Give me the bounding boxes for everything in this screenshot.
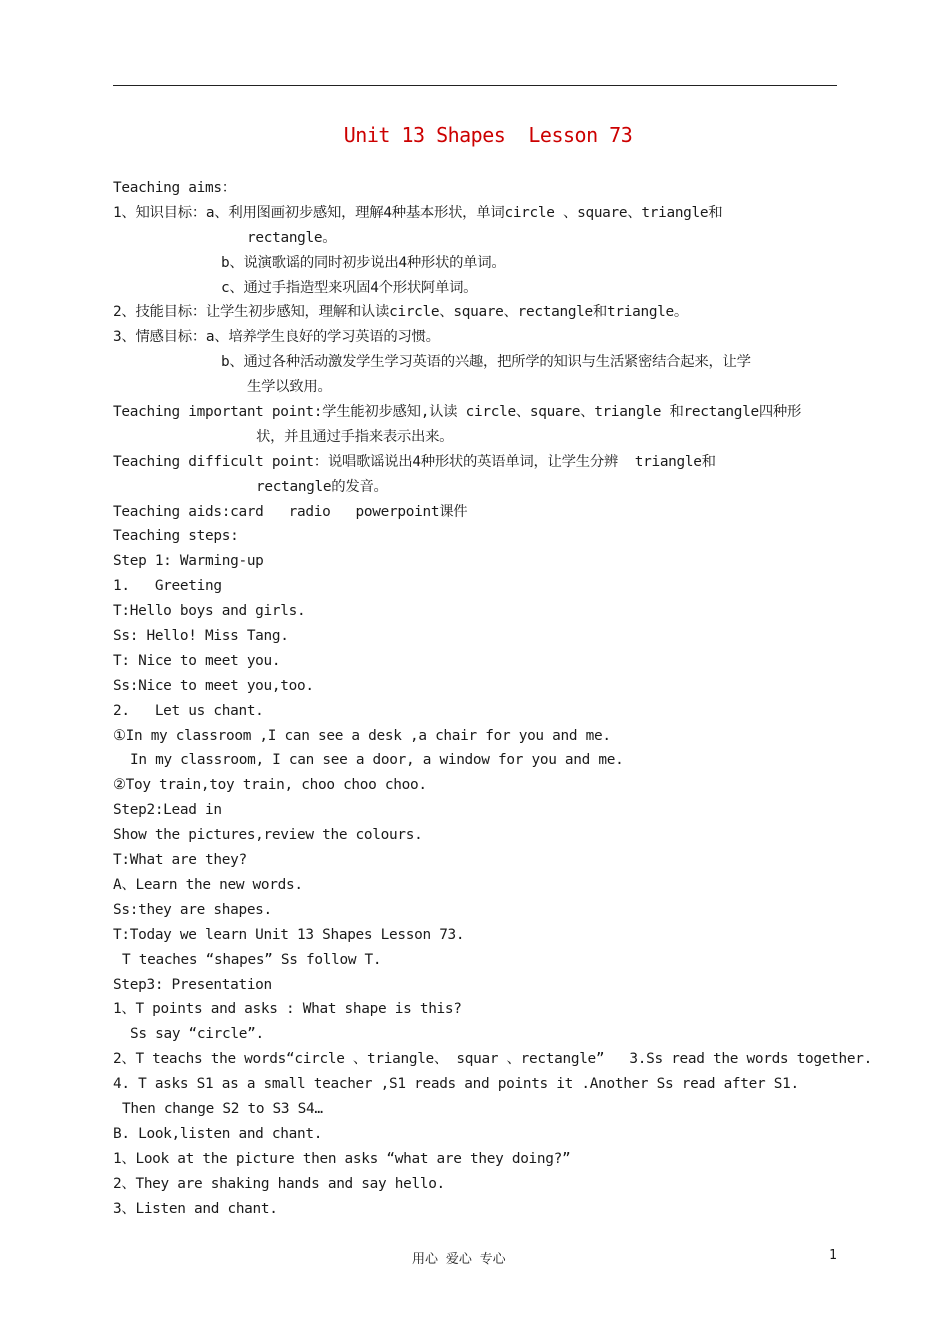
text-line: 2. Let us chant.	[113, 702, 264, 719]
text-line: ②Toy train,toy train, choo choo choo.	[113, 777, 427, 794]
header-rule	[113, 85, 837, 86]
text-line: 2、T teachs the words“circle 、triangle、 squar 、rectangle” 3.Ss read the words together.	[113, 1051, 872, 1068]
text-line: 2、They are shaking hands and say hello.	[113, 1175, 445, 1192]
text-line: Ss:they are shapes.	[113, 901, 272, 918]
text-line: Teaching aids:card radio powerpoint课件	[113, 503, 468, 520]
text-line: 1、T points and asks : What shape is this?	[113, 1001, 462, 1018]
page-number: 1	[829, 1248, 837, 1263]
text-line: Ss say “circle”.	[130, 1026, 264, 1043]
text-line: rectangle的发音。	[256, 478, 388, 495]
text-line: 2、技能目标：让学生初步感知，理解和认读circle、square、rectangle和triangle。	[113, 304, 689, 321]
text-line: T teaches “shapes” Ss follow T.	[122, 951, 382, 968]
text-line: Teaching difficult point：说唱歌谣说出4种形状的英语单词，让学生分辨 triangle和	[113, 453, 716, 470]
text-line: 状，并且通过手指来表示出来。	[256, 428, 454, 445]
text-line: 3、Listen and chant.	[113, 1200, 278, 1217]
text-line: Ss:Nice to meet you,too.	[113, 677, 314, 694]
text-line: 1. Greeting	[113, 578, 222, 595]
text-line: b、通过各种活动激发学生学习英语的兴趣，把所学的知识与生活紧密结合起来，让学	[221, 354, 751, 371]
text-line: b、说演歌谣的同时初步说出4种形状的单词。	[221, 254, 506, 271]
footer-motto: 用心 爱心 专心	[412, 1252, 506, 1267]
text-line: c、通过手指造型来巩固4个形状阿单词。	[221, 279, 478, 296]
text-line: Show the pictures,review the colours.	[113, 827, 423, 844]
lesson-title: Unit 13 Shapes Lesson 73	[343, 123, 633, 147]
text-line: A、Learn the new words.	[113, 876, 303, 893]
text-line: 生学以致用。	[247, 379, 332, 396]
text-line: T: Nice to meet you.	[113, 652, 281, 669]
text-line: Then change S2 to S3 S4…	[122, 1100, 323, 1117]
text-line: T:What are they?	[113, 852, 247, 869]
text-line: B. Look,listen and chant.	[113, 1125, 323, 1142]
lesson-body	[113, 176, 903, 1221]
text-line: T:Today we learn Unit 13 Shapes Lesson 73.	[113, 926, 465, 943]
text-line: Step3: Presentation	[113, 976, 272, 993]
text-line: 1、知识目标：a、利用图画初步感知，理解4种基本形状，单词circle 、square、triangle和	[113, 204, 723, 221]
text-line: Teaching important point:学生能初步感知,认读 circle、square、triangle 和rectangle四种形	[113, 404, 802, 421]
text-line: T:Hello boys and girls.	[113, 603, 306, 620]
text-line: rectangle。	[247, 229, 337, 246]
text-line: Step2:Lead in	[113, 802, 222, 819]
text-line: Ss: Hello! Miss Tang.	[113, 628, 289, 645]
text-line: Step 1: Warming-up	[113, 553, 264, 570]
text-line: In my classroom, I can see a door, a window for you and me.	[130, 752, 624, 769]
text-line: Teaching steps:	[113, 528, 239, 545]
text-line: Teaching aims：	[113, 180, 236, 196]
text-line: 3、情感目标：a、培养学生良好的学习英语的习惯。	[113, 329, 440, 346]
text-line: 4. T asks S1 as a small teacher ,S1 reads and points it .Another Ss read after S1.	[113, 1076, 799, 1093]
text-line: ①In my classroom ,I can see a desk ,a chair for you and me.	[113, 727, 611, 744]
text-line: 1、Look at the picture then asks “what are they doing?”	[113, 1150, 571, 1167]
